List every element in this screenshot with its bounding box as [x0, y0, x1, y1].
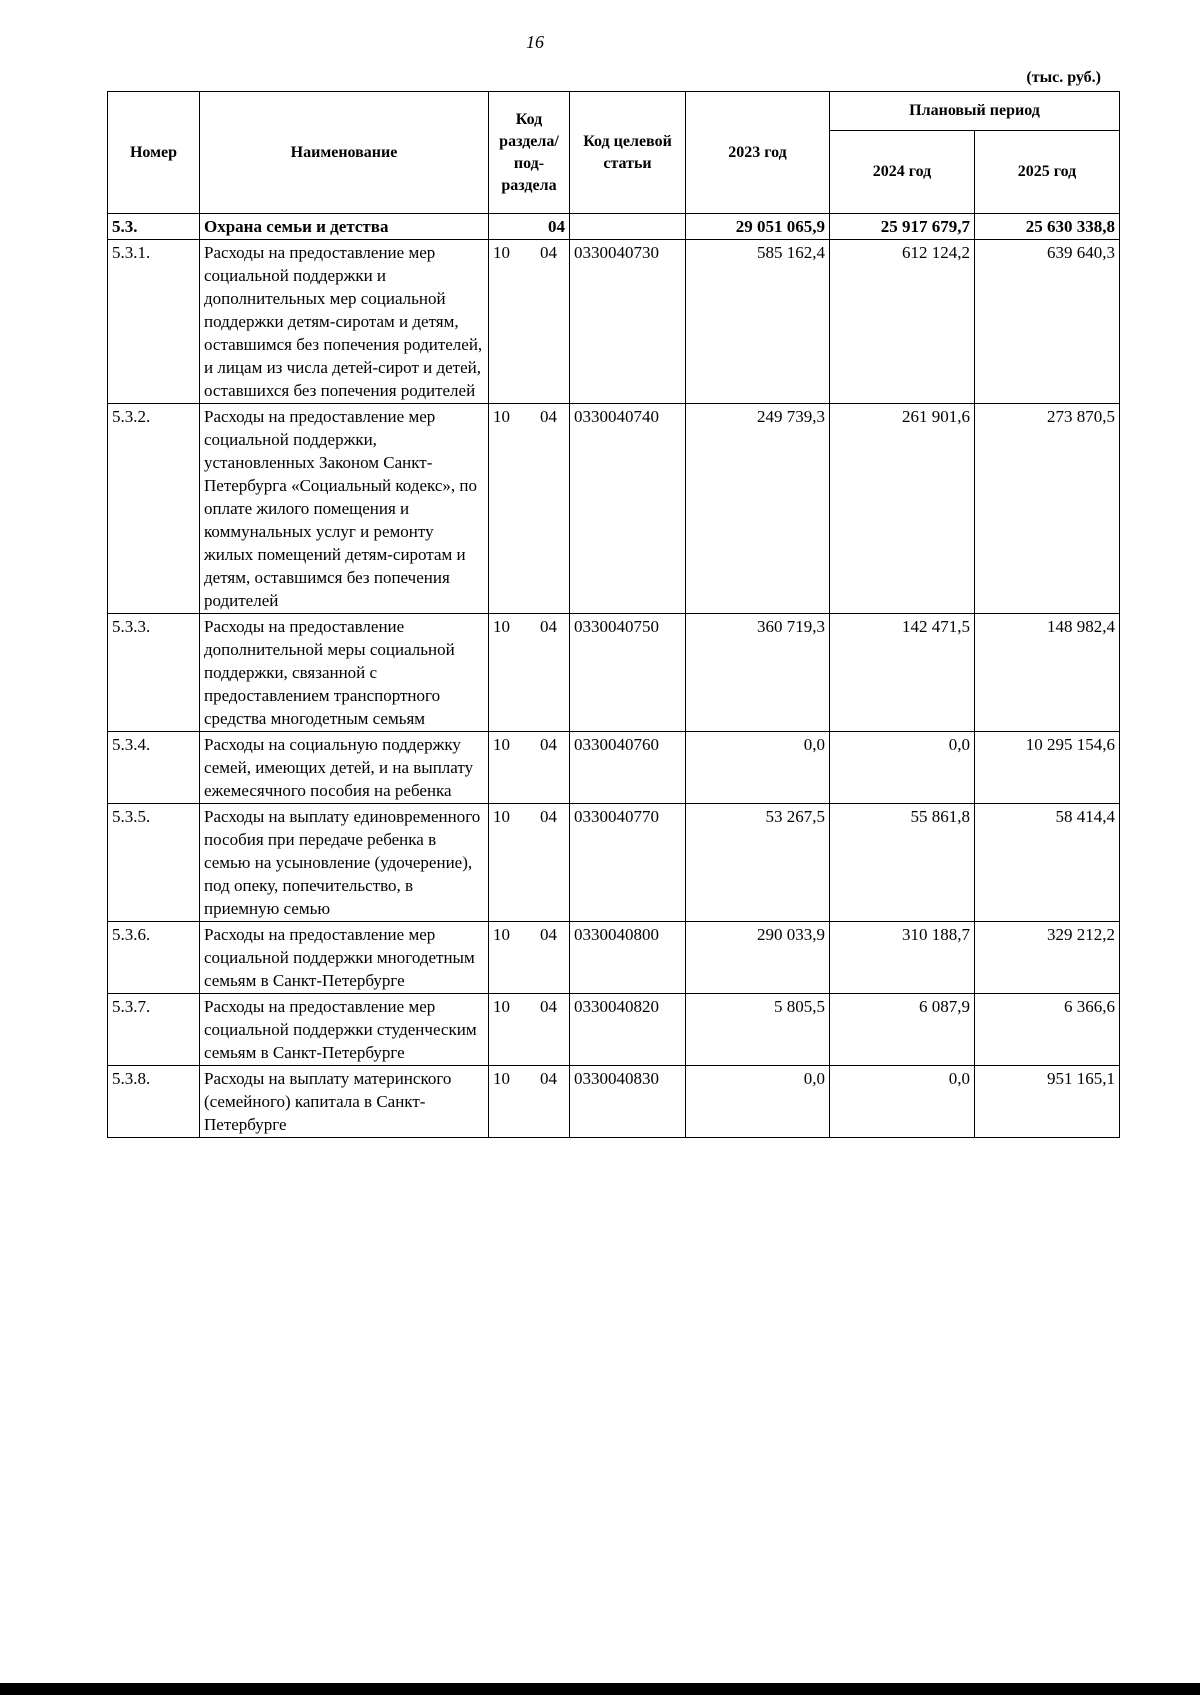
- row-amount-2023: 0,0: [686, 732, 830, 804]
- row-amount-2024: 0,0: [830, 732, 975, 804]
- row-section-code: [489, 1066, 570, 1138]
- row-amount-2024: 142 471,5: [830, 614, 975, 732]
- budget-table: [107, 91, 1120, 1138]
- row-amount-2025: 639 640,3: [975, 240, 1120, 404]
- table-row: [108, 1066, 1120, 1138]
- row-amount-2023: 290 033,9: [686, 922, 830, 994]
- table-row-group: [108, 214, 1120, 240]
- header-target-code: Код целевой статьи: [570, 92, 686, 214]
- section-code: 10: [493, 617, 510, 636]
- row-amount-2025: 273 870,5: [975, 404, 1120, 614]
- row-section-code: [489, 922, 570, 994]
- row-target-code: [570, 214, 686, 240]
- row-target-code: 0330040830: [570, 1066, 686, 1138]
- row-name: Расходы на предоставление мер социальной поддержки многодетным семьям в Санкт-Петербурге: [200, 922, 489, 994]
- table-row: [108, 614, 1120, 732]
- row-amount-2025: 58 414,4: [975, 804, 1120, 922]
- page-number: 16: [526, 32, 544, 52]
- table-row: [108, 804, 1120, 922]
- table-body: [108, 214, 1120, 1138]
- subsection-code: 04: [540, 925, 557, 944]
- subsection-code: 04: [540, 1069, 557, 1088]
- section-code: 10: [493, 735, 510, 754]
- section-code: 10: [493, 807, 510, 826]
- table-row: [108, 404, 1120, 614]
- row-number: 5.3.3.: [108, 614, 200, 732]
- row-section-code: [489, 214, 570, 240]
- scan-border: [0, 1683, 1200, 1695]
- subsection-code: 04: [540, 407, 557, 426]
- row-number: 5.3.2.: [108, 404, 200, 614]
- subsection-code: 04: [540, 617, 557, 636]
- row-amount-2023: 29 051 065,9: [686, 214, 830, 240]
- units-label: (тыс. руб.): [1026, 69, 1101, 86]
- row-amount-2023: 5 805,5: [686, 994, 830, 1066]
- row-amount-2024: 25 917 679,7: [830, 214, 975, 240]
- section-code: 10: [493, 997, 510, 1016]
- table-row: [108, 922, 1120, 994]
- row-target-code: 0330040800: [570, 922, 686, 994]
- row-target-code: 0330040760: [570, 732, 686, 804]
- row-name: Расходы на социальную поддержку семей, имеющих детей, и на выплату ежемесячного пособия на ребенка: [200, 732, 489, 804]
- row-section-code: [489, 804, 570, 922]
- row-target-code: 0330040730: [570, 240, 686, 404]
- subsection-code: 04: [540, 735, 557, 754]
- row-amount-2023: 249 739,3: [686, 404, 830, 614]
- section-code: 10: [493, 925, 510, 944]
- header-name: Наименование: [200, 92, 489, 214]
- subsection-code: 04: [548, 217, 565, 236]
- row-name: Охрана семьи и детства: [200, 214, 489, 240]
- row-number: 5.3.4.: [108, 732, 200, 804]
- row-number: 5.3.1.: [108, 240, 200, 404]
- row-number: 5.3.6.: [108, 922, 200, 994]
- row-name: Расходы на предоставление мер социальной поддержки и дополнительных мер социальной поддержки детям-сиротам и детям, оставшимся без попечения родителей, и лицам из числа детей-сирот и детей, оставшихся без попечения родителей: [200, 240, 489, 404]
- row-amount-2025: 148 982,4: [975, 614, 1120, 732]
- subsection-code: 04: [540, 807, 557, 826]
- row-target-code: 0330040770: [570, 804, 686, 922]
- row-name: Расходы на предоставление мер социальной поддержки студенческим семьям в Санкт-Петербурге: [200, 994, 489, 1066]
- section-code: 10: [493, 1069, 510, 1088]
- row-name: Расходы на выплату единовременного пособия при передаче ребенка в семью на усыновление (удочерение), под опеку, попечительство, в приемную семью: [200, 804, 489, 922]
- row-amount-2023: 585 162,4: [686, 240, 830, 404]
- row-section-code: [489, 614, 570, 732]
- subsection-code: 04: [540, 997, 557, 1016]
- header-year-2024: 2024 год: [830, 131, 975, 214]
- row-section-code: [489, 240, 570, 404]
- row-name: Расходы на предоставление дополнительной меры социальной поддержки, связанной с предоставлением транспортного средства многодетным семьям: [200, 614, 489, 732]
- row-amount-2024: 55 861,8: [830, 804, 975, 922]
- row-amount-2024: 0,0: [830, 1066, 975, 1138]
- row-target-code: 0330040820: [570, 994, 686, 1066]
- row-amount-2023: 360 719,3: [686, 614, 830, 732]
- row-number: 5.3.7.: [108, 994, 200, 1066]
- header-number: Номер: [108, 92, 200, 214]
- row-number: 5.3.5.: [108, 804, 200, 922]
- row-target-code: 0330040740: [570, 404, 686, 614]
- row-amount-2025: 6 366,6: [975, 994, 1120, 1066]
- section-code: 10: [493, 407, 510, 426]
- table-row: [108, 240, 1120, 404]
- row-name: Расходы на предоставление мер социальной поддержки, установленных Законом Санкт-Петербурга «Социальный кодекс», по оплате жилого помещения и коммунальных услуг и ремонту жилых помещений детям-сиротам и детям, оставшимся без попечения родителей: [200, 404, 489, 614]
- row-amount-2025: 329 212,2: [975, 922, 1120, 994]
- header-planned-period: Плановый период: [830, 92, 1120, 131]
- header-year-2023: 2023 год: [686, 92, 830, 214]
- subsection-code: 04: [540, 243, 557, 262]
- row-number: 5.3.8.: [108, 1066, 200, 1138]
- row-amount-2025: 25 630 338,8: [975, 214, 1120, 240]
- row-amount-2024: 261 901,6: [830, 404, 975, 614]
- row-section-code: [489, 994, 570, 1066]
- row-section-code: [489, 404, 570, 614]
- table-row: [108, 732, 1120, 804]
- row-amount-2023: 53 267,5: [686, 804, 830, 922]
- row-amount-2025: 951 165,1: [975, 1066, 1120, 1138]
- row-amount-2024: 6 087,9: [830, 994, 975, 1066]
- header-section-code: Код раздела/ под-раздела: [489, 92, 570, 214]
- row-amount-2024: 612 124,2: [830, 240, 975, 404]
- section-code: 10: [493, 243, 510, 262]
- row-amount-2024: 310 188,7: [830, 922, 975, 994]
- row-amount-2025: 10 295 154,6: [975, 732, 1120, 804]
- row-amount-2023: 0,0: [686, 1066, 830, 1138]
- row-name: Расходы на выплату материнского (семейного) капитала в Санкт-Петербурге: [200, 1066, 489, 1138]
- row-target-code: 0330040750: [570, 614, 686, 732]
- row-section-code: [489, 732, 570, 804]
- header-year-2025: 2025 год: [975, 131, 1120, 214]
- table-row: [108, 994, 1120, 1066]
- row-number: 5.3.: [108, 214, 200, 240]
